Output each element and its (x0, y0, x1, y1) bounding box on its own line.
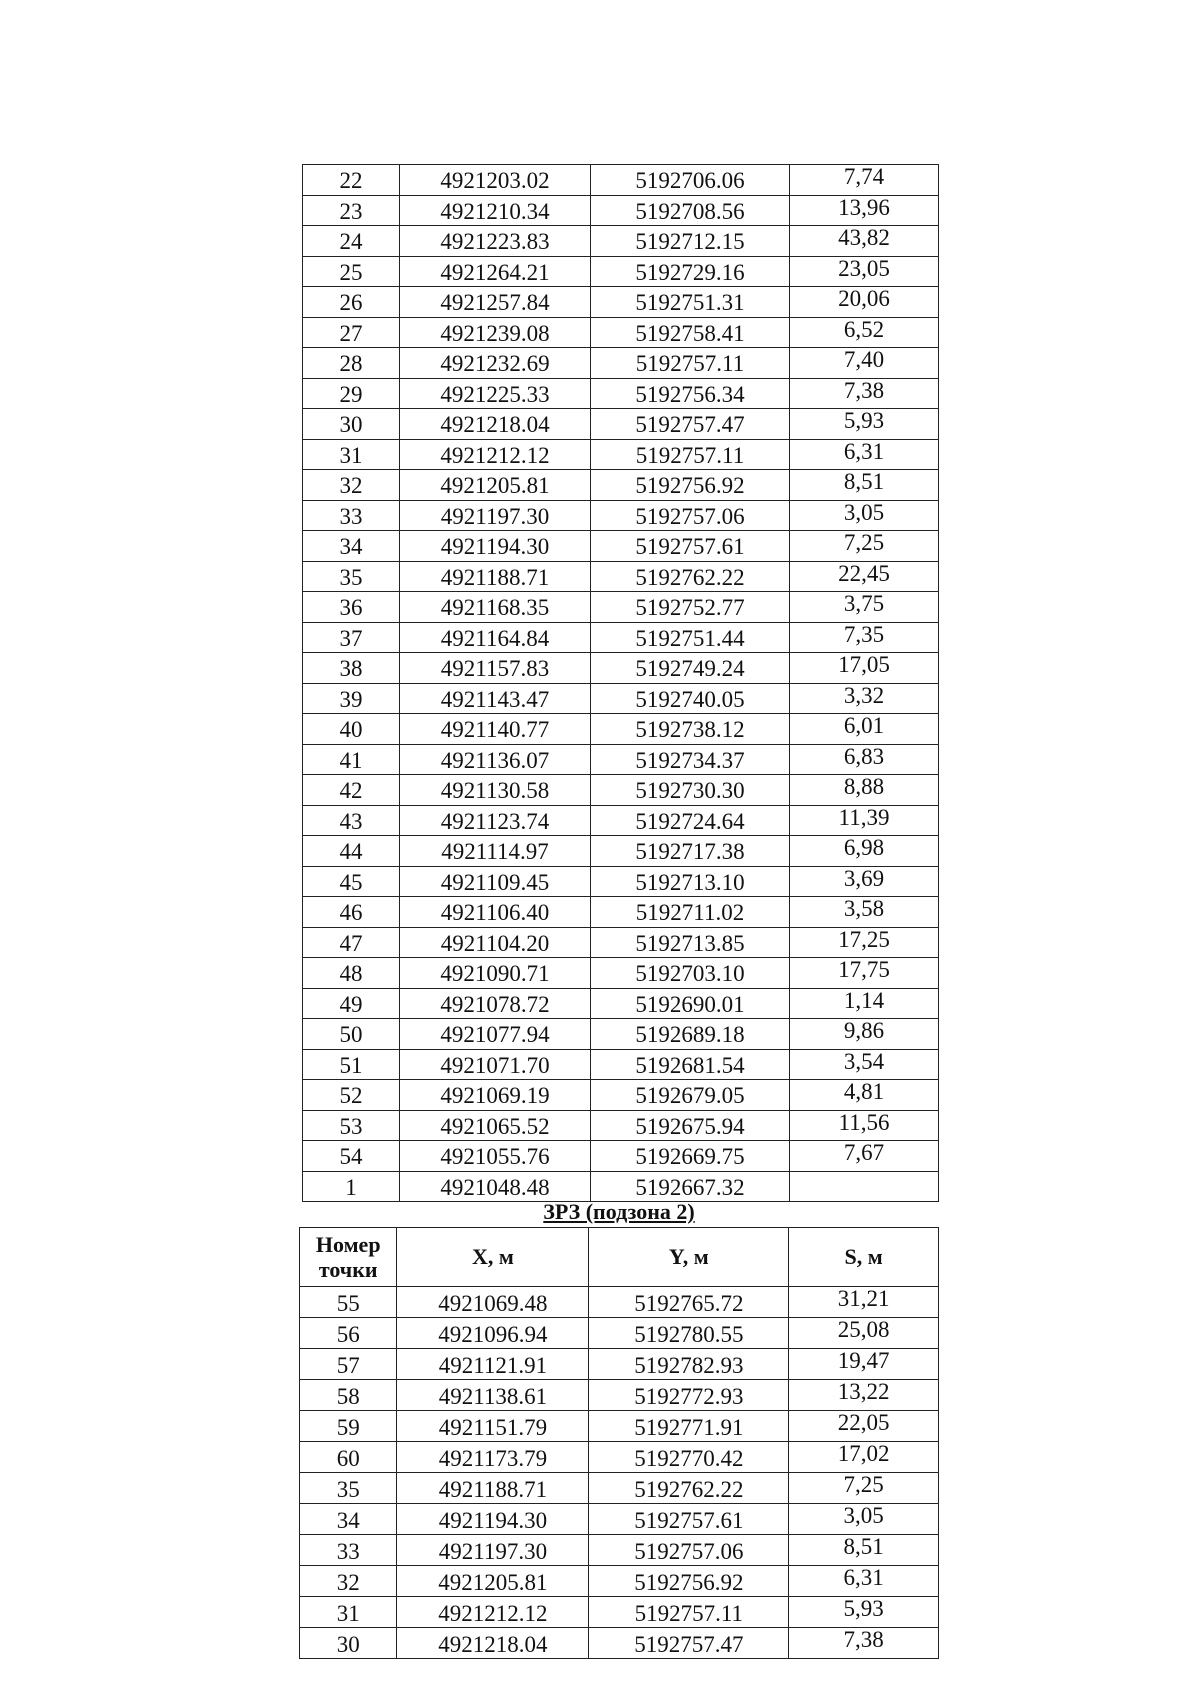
point-number-cell: 26 (303, 287, 400, 318)
y-cell: 5192756.92 (589, 1566, 789, 1597)
table-2-title: ЗРЗ (подзона 2) (543, 1199, 695, 1224)
table-row (300, 1287, 939, 1318)
point-number-cell: 35 (303, 561, 400, 592)
x-cell: 4921173.79 (397, 1442, 589, 1473)
x-cell: 4921212.12 (397, 1597, 589, 1628)
x-cell: 4921114.97 (400, 836, 591, 867)
s-cell: 6,52 (790, 317, 939, 348)
x-cell: 4921203.02 (400, 165, 591, 196)
y-cell: 5192771.91 (589, 1411, 789, 1442)
s-cell: 7,35 (790, 622, 939, 653)
x-cell: 4921194.30 (397, 1504, 589, 1535)
y-cell: 5192708.56 (591, 195, 790, 226)
s-cell: 22,05 (789, 1411, 939, 1442)
point-number-cell: 59 (300, 1411, 397, 1442)
point-number-cell: 45 (303, 866, 400, 897)
x-cell: 4921164.84 (400, 622, 591, 653)
point-number-cell: 53 (303, 1110, 400, 1141)
y-cell: 5192713.10 (591, 866, 790, 897)
x-cell: 4921090.71 (400, 958, 591, 989)
point-number-cell: 33 (303, 500, 400, 531)
y-cell: 5192757.06 (591, 500, 790, 531)
y-cell: 5192757.47 (589, 1628, 789, 1659)
s-cell: 8,51 (790, 470, 939, 501)
y-cell: 5192675.94 (591, 1110, 790, 1141)
s-cell: 1,14 (790, 988, 939, 1019)
x-cell: 4921138.61 (397, 1380, 589, 1411)
table-row (303, 653, 939, 684)
s-cell (790, 1171, 939, 1202)
point-number-cell: 55 (300, 1287, 397, 1318)
table-row (300, 1628, 939, 1659)
table-row (303, 317, 939, 348)
s-cell: 6,01 (790, 714, 939, 745)
table-row (303, 256, 939, 287)
point-number-cell: 48 (303, 958, 400, 989)
s-cell: 17,05 (790, 653, 939, 684)
table-2-header-row (300, 1228, 939, 1287)
table-row (300, 1380, 939, 1411)
x-cell: 4921096.94 (397, 1318, 589, 1349)
header-s: S, м (789, 1228, 939, 1287)
s-cell: 25,08 (789, 1318, 939, 1349)
point-number-cell: 30 (303, 409, 400, 440)
table-row (303, 226, 939, 257)
table-row (300, 1411, 939, 1442)
point-number-cell: 35 (300, 1473, 397, 1504)
y-cell: 5192782.93 (589, 1349, 789, 1380)
x-cell: 4921136.07 (400, 744, 591, 775)
point-number-cell: 22 (303, 165, 400, 196)
point-number-cell: 24 (303, 226, 400, 257)
point-number-cell: 44 (303, 836, 400, 867)
y-cell: 5192740.05 (591, 683, 790, 714)
s-cell: 6,83 (790, 744, 939, 775)
s-cell: 4,81 (790, 1080, 939, 1111)
y-cell: 5192762.22 (591, 561, 790, 592)
s-cell: 7,25 (790, 531, 939, 562)
s-cell: 8,88 (790, 775, 939, 806)
x-cell: 4921197.30 (400, 500, 591, 531)
y-cell: 5192713.85 (591, 927, 790, 958)
y-cell: 5192772.93 (589, 1380, 789, 1411)
table-row (303, 592, 939, 623)
x-cell: 4921078.72 (400, 988, 591, 1019)
y-cell: 5192717.38 (591, 836, 790, 867)
point-number-cell: 31 (300, 1597, 397, 1628)
s-cell: 3,05 (790, 500, 939, 531)
x-cell: 4921194.30 (400, 531, 591, 562)
x-cell: 4921048.48 (400, 1171, 591, 1202)
point-number-cell: 28 (303, 348, 400, 379)
x-cell: 4921071.70 (400, 1049, 591, 1080)
x-cell: 4921212.12 (400, 439, 591, 470)
s-cell: 8,51 (789, 1535, 939, 1566)
point-number-cell: 56 (300, 1318, 397, 1349)
x-cell: 4921218.04 (400, 409, 591, 440)
table-row (303, 866, 939, 897)
y-cell: 5192738.12 (591, 714, 790, 745)
s-cell: 11,39 (790, 805, 939, 836)
table-row (300, 1566, 939, 1597)
y-cell: 5192729.16 (591, 256, 790, 287)
x-cell: 4921157.83 (400, 653, 591, 684)
table-row (303, 958, 939, 989)
y-cell: 5192757.06 (589, 1535, 789, 1566)
point-number-cell: 43 (303, 805, 400, 836)
s-cell: 17,02 (789, 1442, 939, 1473)
x-cell: 4921123.74 (400, 805, 591, 836)
header-point-number: Номер точки (300, 1228, 397, 1287)
y-cell: 5192780.55 (589, 1318, 789, 1349)
s-cell: 7,38 (790, 378, 939, 409)
y-cell: 5192749.24 (591, 653, 790, 684)
table-row (303, 1110, 939, 1141)
table-row (303, 561, 939, 592)
point-number-cell: 39 (303, 683, 400, 714)
x-cell: 4921225.33 (400, 378, 591, 409)
point-number-cell: 50 (303, 1019, 400, 1050)
point-number-cell: 54 (303, 1141, 400, 1172)
s-cell: 7,40 (790, 348, 939, 379)
table-row (303, 1171, 939, 1202)
s-cell: 43,82 (790, 226, 939, 257)
s-cell: 3,69 (790, 866, 939, 897)
x-cell: 4921205.81 (397, 1566, 589, 1597)
x-cell: 4921188.71 (400, 561, 591, 592)
x-cell: 4921239.08 (400, 317, 591, 348)
point-number-cell: 60 (300, 1442, 397, 1473)
point-number-cell: 34 (300, 1504, 397, 1535)
s-cell: 3,54 (790, 1049, 939, 1080)
x-cell: 4921264.21 (400, 256, 591, 287)
table-row (303, 378, 939, 409)
x-cell: 4921140.77 (400, 714, 591, 745)
s-cell: 7,25 (789, 1473, 939, 1504)
s-cell: 23,05 (790, 256, 939, 287)
y-cell: 5192730.30 (591, 775, 790, 806)
point-number-cell: 30 (300, 1628, 397, 1659)
table-row (300, 1504, 939, 1535)
header-x: X, м (397, 1228, 589, 1287)
x-cell: 4921210.34 (400, 195, 591, 226)
table-row (303, 988, 939, 1019)
point-number-cell: 31 (303, 439, 400, 470)
y-cell: 5192711.02 (591, 897, 790, 928)
y-cell: 5192757.61 (591, 531, 790, 562)
point-number-cell: 32 (303, 470, 400, 501)
point-number-cell: 36 (303, 592, 400, 623)
x-cell: 4921109.45 (400, 866, 591, 897)
point-number-cell: 42 (303, 775, 400, 806)
x-cell: 4921077.94 (400, 1019, 591, 1050)
s-cell: 17,25 (790, 927, 939, 958)
table-row (303, 500, 939, 531)
table-row (303, 409, 939, 440)
s-cell: 5,93 (789, 1597, 939, 1628)
x-cell: 4921223.83 (400, 226, 591, 257)
s-cell: 22,45 (790, 561, 939, 592)
coordinates-table-2 (299, 1227, 939, 1659)
y-cell: 5192679.05 (591, 1080, 790, 1111)
y-cell: 5192762.22 (589, 1473, 789, 1504)
s-cell: 11,56 (790, 1110, 939, 1141)
table-row (303, 927, 939, 958)
table-row (303, 439, 939, 470)
s-cell: 3,05 (789, 1504, 939, 1535)
point-number-cell: 34 (303, 531, 400, 562)
y-cell: 5192724.64 (591, 805, 790, 836)
table-row (303, 836, 939, 867)
s-cell: 13,22 (789, 1380, 939, 1411)
point-number-cell: 57 (300, 1349, 397, 1380)
table-row (300, 1349, 939, 1380)
point-number-cell: 40 (303, 714, 400, 745)
table-row (303, 1019, 939, 1050)
table-row (303, 1141, 939, 1172)
x-cell: 4921130.58 (400, 775, 591, 806)
table-row (303, 165, 939, 196)
s-cell: 3,58 (790, 897, 939, 928)
y-cell: 5192758.41 (591, 317, 790, 348)
y-cell: 5192756.34 (591, 378, 790, 409)
table-row (300, 1318, 939, 1349)
y-cell: 5192757.11 (591, 439, 790, 470)
y-cell: 5192765.72 (589, 1287, 789, 1318)
x-cell: 4921121.91 (397, 1349, 589, 1380)
s-cell: 7,38 (789, 1628, 939, 1659)
point-number-cell: 33 (300, 1535, 397, 1566)
table-row (300, 1442, 939, 1473)
table-row (303, 622, 939, 653)
point-number-cell: 52 (303, 1080, 400, 1111)
table-row (303, 775, 939, 806)
table-row (303, 470, 939, 501)
point-number-cell: 51 (303, 1049, 400, 1080)
point-number-cell: 58 (300, 1380, 397, 1411)
x-cell: 4921106.40 (400, 897, 591, 928)
y-cell: 5192757.11 (589, 1597, 789, 1628)
table-row (303, 805, 939, 836)
point-number-cell: 49 (303, 988, 400, 1019)
y-cell: 5192770.42 (589, 1442, 789, 1473)
x-cell: 4921143.47 (400, 683, 591, 714)
table-row (303, 1080, 939, 1111)
x-cell: 4921257.84 (400, 287, 591, 318)
y-cell: 5192756.92 (591, 470, 790, 501)
point-number-cell: 25 (303, 256, 400, 287)
point-number-cell: 38 (303, 653, 400, 684)
table-row (303, 348, 939, 379)
s-cell: 6,31 (790, 439, 939, 470)
y-cell: 5192757.61 (589, 1504, 789, 1535)
s-cell: 13,96 (790, 195, 939, 226)
s-cell: 9,86 (790, 1019, 939, 1050)
s-cell: 19,47 (789, 1349, 939, 1380)
s-cell: 3,32 (790, 683, 939, 714)
y-cell: 5192752.77 (591, 592, 790, 623)
s-cell: 7,67 (790, 1141, 939, 1172)
y-cell: 5192751.44 (591, 622, 790, 653)
table-row (303, 683, 939, 714)
x-cell: 4921197.30 (397, 1535, 589, 1566)
y-cell: 5192689.18 (591, 1019, 790, 1050)
point-number-cell: 23 (303, 195, 400, 226)
coordinates-table-1 (302, 164, 939, 1202)
header-y: Y, м (589, 1228, 789, 1287)
y-cell: 5192690.01 (591, 988, 790, 1019)
y-cell: 5192703.10 (591, 958, 790, 989)
x-cell: 4921232.69 (400, 348, 591, 379)
s-cell: 17,75 (790, 958, 939, 989)
coordinates-table-2-body (300, 1287, 939, 1659)
x-cell: 4921151.79 (397, 1411, 589, 1442)
point-number-cell: 32 (300, 1566, 397, 1597)
x-cell: 4921069.19 (400, 1080, 591, 1111)
y-cell: 5192706.06 (591, 165, 790, 196)
x-cell: 4921218.04 (397, 1628, 589, 1659)
table-row (300, 1535, 939, 1566)
x-cell: 4921065.52 (400, 1110, 591, 1141)
y-cell: 5192669.75 (591, 1141, 790, 1172)
table-row (303, 714, 939, 745)
point-number-cell: 41 (303, 744, 400, 775)
s-cell: 6,98 (790, 836, 939, 867)
s-cell: 31,21 (789, 1287, 939, 1318)
point-number-cell: 46 (303, 897, 400, 928)
table-row (303, 531, 939, 562)
y-cell: 5192681.54 (591, 1049, 790, 1080)
s-cell: 5,93 (790, 409, 939, 440)
point-number-cell: 27 (303, 317, 400, 348)
table-row (303, 195, 939, 226)
s-cell: 3,75 (790, 592, 939, 623)
table-row (303, 744, 939, 775)
y-cell: 5192757.11 (591, 348, 790, 379)
y-cell: 5192734.37 (591, 744, 790, 775)
table-row (303, 287, 939, 318)
s-cell: 20,06 (790, 287, 939, 318)
y-cell: 5192712.15 (591, 226, 790, 257)
table-row (300, 1597, 939, 1628)
coordinates-table-1-body (303, 165, 939, 1202)
x-cell: 4921168.35 (400, 592, 591, 623)
s-cell: 6,31 (789, 1566, 939, 1597)
point-number-cell: 37 (303, 622, 400, 653)
y-cell: 5192751.31 (591, 287, 790, 318)
y-cell: 5192757.47 (591, 409, 790, 440)
y-cell: 5192667.32 (591, 1171, 790, 1202)
x-cell: 4921055.76 (400, 1141, 591, 1172)
table-row (300, 1473, 939, 1504)
x-cell: 4921205.81 (400, 470, 591, 501)
x-cell: 4921104.20 (400, 927, 591, 958)
x-cell: 4921069.48 (397, 1287, 589, 1318)
point-number-cell: 47 (303, 927, 400, 958)
table-row (303, 897, 939, 928)
s-cell: 7,74 (790, 165, 939, 196)
point-number-cell: 1 (303, 1171, 400, 1202)
x-cell: 4921188.71 (397, 1473, 589, 1504)
point-number-cell: 29 (303, 378, 400, 409)
table-row (303, 1049, 939, 1080)
